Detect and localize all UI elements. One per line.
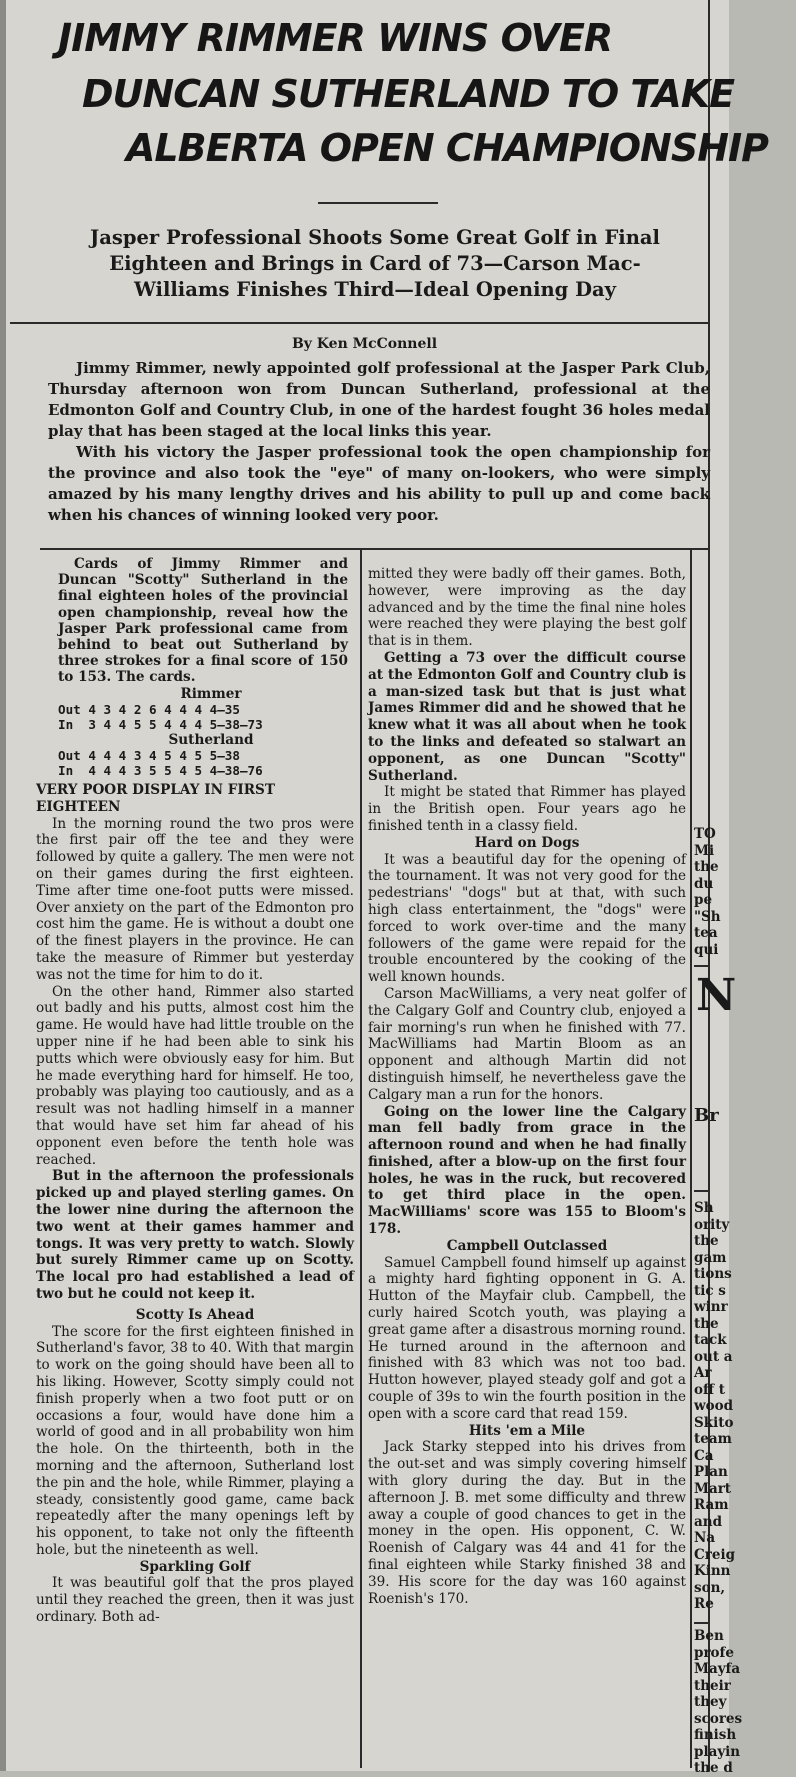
- adjacent-article-fragment-1: [694, 826, 721, 958]
- edge-line: Plan: [694, 1464, 728, 1480]
- col2-paragraph-1: Getting a 73 over the difficult course at the Edmonton Golf and Country club is a man-sized task but that is just what James Rimmer did and he showed that he knew what it was all about when he took to the links and defeated so stalwart an opponent, as one Duncan "Scotty" Sutherland.: [368, 649, 686, 784]
- col2-paragraph-6: Samuel Campbell found himself up against a mighty hard fighting opponent in G. A. Hutton of the Mayfair club. Campbell, the curly haired Scotch youth, was playing a great game after a disastrous morning round. He turned around in the afternoon and finished with 83 which was not too bad. Hutton however, played steady golf and got a couple of 39s to win the fourth position in the open with a score card that read 159.: [368, 1254, 686, 1422]
- deck-line-2: Eighteen and Brings in Card of 73—Carson Mac-: [109, 252, 641, 275]
- col1-paragraph-1: In the morning round the two pros were the first pair off the tee and they were followed by quite a gallery. The men were not on their games during the first eighteen. Time after time one-foot putts were missed. Over anxiety on the part of the Edmonton pro cost him the game. He is without a doubt one of the finest players in the province. He can take the measure of Rimmer but yesterday was not the time for him to do it.: [36, 815, 354, 983]
- headline-line-2: DUNCAN SUTHERLAND TO TAKE: [82, 72, 735, 116]
- edge-line: scores: [694, 1710, 743, 1727]
- rimmer-out-card: Out 4 3 4 2 6 4 4 4 4—35: [58, 701, 240, 717]
- edge-line: tea: [694, 925, 718, 941]
- lead-paragraphs: [48, 358, 710, 526]
- scorecard-box: [36, 556, 354, 778]
- edge-divider-3: [694, 1622, 709, 1624]
- edge-line: Na: [694, 1530, 716, 1546]
- edge-line: Mayfa: [694, 1661, 741, 1677]
- sutherland-in-card: In 4 4 4 3 5 5 4 5 4—38—76: [58, 763, 263, 779]
- col1-paragraph-2: On the other hand, Rimmer also started out badly and his putts, almost cost him the game. He would have had little trouble on the upper nine if he had been able to sink his putts which were obviously easy for him. But he made everything hard for himself. He too, probably was playing too cautiously, and as a result was not hadling himself in a manner that would have set him far ahead of his opponent even before the tenth hole was reached.: [36, 983, 354, 1168]
- deck-divider: [10, 322, 708, 324]
- col2-paragraph-0: mitted they were badly off their games. Both, however, were improving as the day advanced and by the time the final nine holes were reached they were playing the best golf that is in them.: [368, 566, 686, 650]
- deck-line-1: Jasper Professional Shoots Some Great Golf in Final: [90, 226, 660, 249]
- headline-line-1: JIMMY RIMMER WINS OVER: [58, 16, 613, 60]
- edge-line: Re: [694, 1596, 714, 1612]
- col1-paragraph-3: But in the afternoon the professionals picked up and played sterling games. On the lower nine during the afternoon the two went at their games hammer and tongs. It was very pretty to watch. Slowly but surely Rimmer came up on Scotty. The local pro had established a lead of two but he could not keep it.: [36, 1168, 354, 1302]
- col2-paragraph-7: Jack Starky stepped into his drives from the out-set and was simply covering himself with glory during the day. But in the afternoon J. B. met some difficulty and threw away a couple of good chances to get in the money in the open. His opponent, C. W. Roenish of Calgary was 44 and 41 for the final eighteen while Starky finished 38 and 39. His score for the day was 160 against Roenish's 170.: [368, 1439, 686, 1607]
- col2-paragraph-4: Carson MacWilliams, a very neat golfer of the Calgary Golf and Country club, enjoyed a fair morning's run when he finished with 77. MacWilliams had Martin Bloom as an opponent and although Martin did not distinguish himself, he nevertheless gave the Calgary man a run for the honors.: [368, 985, 686, 1103]
- rimmer-in-card: In 3 4 4 5 5 4 4 4 5—38—73: [58, 716, 263, 732]
- edge-line: out a: [694, 1348, 733, 1365]
- adjacent-article-fragment-2: [694, 1200, 735, 1613]
- col1-paragraph-5: It was beautiful golf that the pros played until they reached the green, then it was just ordinary. Both ad-: [36, 1575, 354, 1626]
- subhead-scotty-is-ahead: Scotty Is Ahead: [135, 1306, 255, 1323]
- edge-divider-1: [694, 965, 709, 967]
- adjacent-headline-letter: N: [696, 970, 737, 1021]
- edge-line: du: [694, 875, 714, 892]
- edge-line: and: [694, 1513, 723, 1530]
- edge-line: son,: [694, 1579, 726, 1596]
- cards-intro: Cards of Jimmy Rimmer and Duncan "Scotty" Sutherland in the final eighteen holes of the provincial open championship, reveal how the Jasper Park professional came from behind to beat out Sutherland by three strokes for a final score of 150 to 153. The cards.: [58, 556, 348, 686]
- edge-line: wood: [694, 1398, 734, 1414]
- subhead-campbell-outclassed: Campbell Outclassed: [446, 1237, 608, 1254]
- page-left-edge: [0, 0, 6, 1771]
- lead-paragraph-1: Jimmy Rimmer, newly appointed golf professional at the Jasper Park Club, Thursday afternoon won from Duncan Sutherland, professional at the Edmonton Golf and Country Club, in one of the hardest fought 36 holes medal play that has been staged at the local links this year.: [48, 359, 710, 440]
- edge-line: Mart: [694, 1480, 732, 1497]
- edge-line: qui: [694, 941, 719, 958]
- subhead-hits-em-a-mile: Hits 'em a Mile: [468, 1422, 586, 1439]
- edge-line: their: [694, 1677, 731, 1694]
- edge-line: tic s: [694, 1282, 726, 1299]
- edge-line: playin: [694, 1743, 741, 1760]
- edge-line: Sh: [694, 1200, 714, 1216]
- edge-line: tack: [694, 1332, 727, 1348]
- edge-line: Kinn: [694, 1563, 731, 1579]
- edge-line: Ben: [694, 1628, 724, 1644]
- sutherland-out-card: Out 4 4 4 3 4 5 4 5 5—38: [58, 748, 240, 764]
- lead-divider: [40, 548, 708, 550]
- edge-line: Ar: [694, 1365, 712, 1381]
- edge-line: the: [694, 1233, 719, 1249]
- edge-line: winr: [694, 1299, 728, 1315]
- edge-line: Skito: [694, 1414, 734, 1431]
- subhead-very-poor-display: VERY POOR DISPLAY IN FIRST EIGHTEEN: [36, 782, 275, 815]
- subhead-sparkling-golf: Sparkling Golf: [139, 1558, 251, 1575]
- edge-line: the d: [694, 1760, 733, 1776]
- headline-line-3: ALBERTA OPEN CHAMPIONSHIP: [126, 126, 769, 170]
- edge-line: Ca: [694, 1447, 714, 1464]
- edge-line: the: [694, 859, 719, 875]
- col1-paragraph-4: The score for the first eighteen finished in Sutherland's favor, 38 to 40. With that margin to work on the going should have been all to his liking. However, Scotty simply could not finish properly when a two foot putt or on occasions a four, would have done him a world of good and in all probability won him the hole. On the thirteenth, both in the morning and the afternoon, Sutherland lost the pin and the hole, while Rimmer, playing a steady, consistently good game, came back repeatedly after the many openings left by his opponent, to take not only the fifteenth hole, but the nineteenth as well.: [36, 1323, 354, 1558]
- column-divider: [360, 548, 362, 1768]
- right-column-rule: [690, 548, 692, 1768]
- col2-paragraph-5: Going on the lower line the Calgary man fell badly from grace in the afternoon round and when he had finally finished, after a blow-up on the first four holes, he was in the ruck, but recovered to get third place in the open. MacWilliams' score was 155 to Bloom's 178.: [368, 1103, 686, 1238]
- lead-paragraph-2: With his victory the Jasper professional took the open championship for the province and also took the "eye" of many on-lookers, who were simply amazed by his many lengthy drives and his ability to pull up and come back when his chances of winning looked very poor.: [48, 443, 710, 524]
- edge-divider-2: [694, 1190, 709, 1192]
- column-1: [36, 556, 354, 1626]
- col2-paragraph-3: It was a beautiful day for the opening of the tournament. It was not very good for the pedestrians' "dogs" but at that, with such high class entertainment, the "dogs" were forced to work over-time and the many followers of the game were repaid for the trouble encountered by the cooking of the well known hounds.: [368, 851, 686, 986]
- edge-line: team: [694, 1431, 732, 1447]
- edge-line: Ram: [694, 1497, 729, 1513]
- column-2: [368, 566, 686, 1607]
- rimmer-label: Rimmer: [180, 685, 242, 702]
- sutherland-label: Sutherland: [168, 731, 254, 748]
- adjacent-subhead-fragment: Br: [694, 1105, 719, 1126]
- byline: By Ken McConnell: [291, 336, 438, 352]
- edge-line: gam: [694, 1249, 727, 1266]
- edge-line: finish: [694, 1727, 737, 1743]
- edge-line: profe: [694, 1644, 734, 1661]
- adjacent-article-fragment-3: [694, 1628, 742, 1777]
- edge-line: Mi: [694, 842, 715, 859]
- edge-line: the: [694, 1315, 719, 1332]
- edge-line: tions: [694, 1266, 732, 1282]
- edge-line: off t: [694, 1381, 726, 1398]
- headline-divider: [318, 202, 438, 204]
- edge-line: pe: [694, 892, 713, 908]
- edge-line: "Sh: [694, 908, 721, 925]
- edge-line: TO: [694, 826, 716, 842]
- edge-line: ority: [694, 1216, 730, 1233]
- col2-paragraph-2: It might be stated that Rimmer has played in the British open. Four years ago he finished tenth in a classy field.: [368, 784, 686, 834]
- edge-line: Creig: [694, 1546, 736, 1563]
- subhead-hard-on-dogs: Hard on Dogs: [474, 834, 580, 851]
- edge-line: they: [694, 1694, 727, 1710]
- deck-line-3: Williams Finishes Third—Ideal Opening Day: [134, 278, 616, 301]
